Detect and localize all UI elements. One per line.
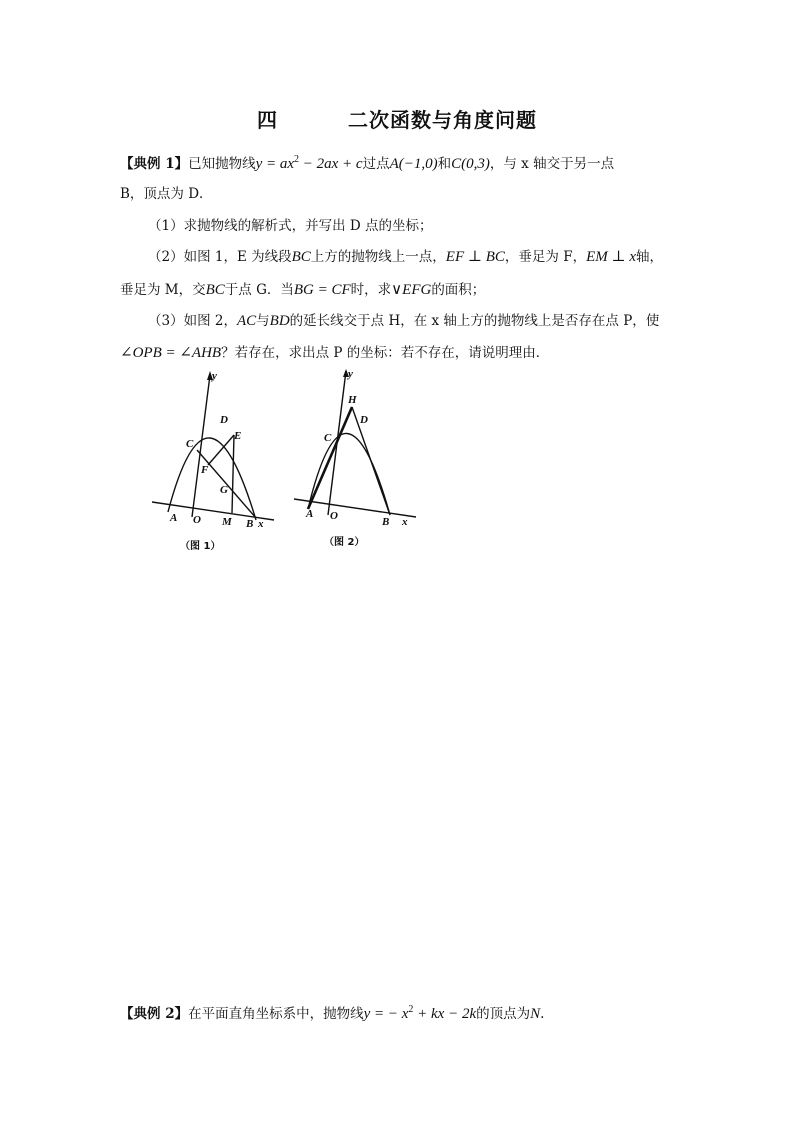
label-b: B xyxy=(246,518,254,530)
label-d: D xyxy=(360,414,368,426)
label-b: B xyxy=(382,516,390,528)
figure-2-diagram xyxy=(290,365,430,555)
example1-line2: B，顶点为 D． xyxy=(120,186,213,202)
figure-2-caption: （图 2） xyxy=(324,537,365,548)
figure-2 xyxy=(290,365,430,559)
example1-line1 xyxy=(120,150,690,174)
label-g: G xyxy=(220,484,228,496)
label-c: C xyxy=(186,438,194,450)
label-a: A xyxy=(306,508,314,520)
text: 过点 xyxy=(362,156,390,172)
figure-1 xyxy=(148,365,288,559)
label-d: D xyxy=(220,414,228,426)
segment-ef xyxy=(208,435,234,465)
label-c: C xyxy=(324,432,332,444)
question-2-line1: （2）如图 1，E 为线段BC上方的抛物线上一点，EF ⊥ BC，垂足为 F，EM ⊥ x轴， xyxy=(148,249,663,265)
text: 已知抛物线 xyxy=(188,156,256,172)
section-number: 四 xyxy=(257,108,278,132)
label-a: A xyxy=(170,512,178,524)
question-1: （1）求抛物线的解析式，并写出 D 点的坐标； xyxy=(148,218,433,234)
label-o: O xyxy=(193,514,201,526)
text: ，与 x 轴交于另一点 xyxy=(489,156,615,172)
question-2-line2: 垂足为 M，交BC于点 G．当BG = CF时，求∨EFG的面积； xyxy=(120,282,486,298)
segment-em xyxy=(232,435,234,513)
equation: y = − $x^2$ + kx − 2k xyxy=(363,1004,477,1022)
point-a: A(−1,0) xyxy=(389,156,438,172)
line-bh xyxy=(352,407,390,515)
label-f: F xyxy=(201,464,209,476)
label-h: H xyxy=(348,394,357,406)
parabola xyxy=(168,438,256,520)
label-x: x xyxy=(258,518,264,530)
label-y: y xyxy=(348,368,353,380)
section-title: 二次函数与角度问题 xyxy=(348,108,537,132)
label-y: y xyxy=(212,370,217,382)
label-x: x xyxy=(402,516,408,528)
equation: $y = ax^2 - 2ax + c$ xyxy=(255,154,363,172)
page-title xyxy=(0,104,794,133)
figure-1-diagram xyxy=(148,365,288,555)
figure-1-caption: （图 1） xyxy=(180,541,221,552)
text: 和 xyxy=(437,156,452,172)
label-o: O xyxy=(330,510,338,522)
example1-tag: 【典例 1】 xyxy=(120,156,189,172)
question-3-line2: ∠OPB = ∠AHB？若存在，求出点 P 的坐标：若不存在，请说明理由． xyxy=(120,345,550,361)
question-3-line1: （3）如图 2，AC与BD的延长线交于点 H，在 x 轴上方的抛物线上是否存在点 P，使 xyxy=(148,313,660,329)
point-c: C(0,3) xyxy=(451,156,490,172)
example2-line: 【典例 2】在平面直角坐标系中，抛物线y = − $x^2$ + kx − 2k的顶点为N. xyxy=(120,1004,545,1022)
label-m: M xyxy=(222,516,232,528)
label-e: E xyxy=(234,430,242,442)
example2-tag: 【典例 2】 xyxy=(120,1006,189,1022)
